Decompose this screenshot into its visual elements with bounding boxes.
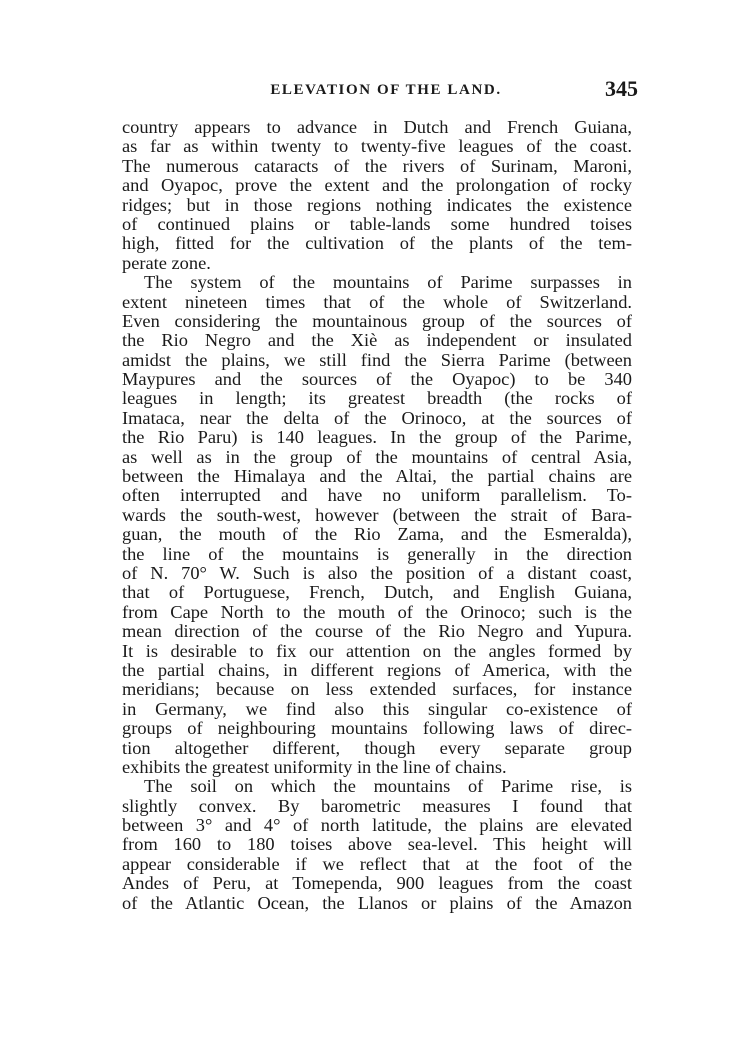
running-title: ELEVATION OF THE LAND. xyxy=(270,82,502,98)
text-line: ridges; but in those regions nothing indicates the existence xyxy=(122,194,632,215)
text-line: between the Himalaya and the Altai, the partial chains are xyxy=(122,466,632,487)
text-line: groups of neighbouring mountains following laws of direc- xyxy=(122,718,632,739)
text-line: meridians; because on less extended surfaces, for instance xyxy=(122,679,632,700)
text-line: from Cape North to the mouth of the Orinoco; such is the xyxy=(122,601,632,622)
text-line: Maypures and the sources of the Oyapoc) to be 340 xyxy=(122,369,632,390)
text-line: slightly convex. By barometric measures I found that xyxy=(122,795,632,816)
text-line: the line of the mountains is generally in the direction xyxy=(122,543,632,564)
text-line: mean direction of the course of the Rio Negro and Yupura. xyxy=(122,621,632,642)
text-line: country appears to advance in Dutch and French Guiana, xyxy=(122,117,632,137)
text-line: the Rio Paru) is 140 leagues. In the group of the Parime, xyxy=(122,427,632,448)
text-line: in Germany, we find also this singular co-existence of xyxy=(122,698,632,719)
text-line: the partial chains, in different regions of America, with the xyxy=(122,659,632,680)
text-line: Even considering the mountainous group of the sources of xyxy=(122,310,632,331)
text-line: as well as in the group of the mountains of central Asia, xyxy=(122,446,632,467)
text-line: of N. 70° W. Such is also the position of a distant coast, xyxy=(122,562,632,583)
text-line: amidst the plains, we still find the Sierra Parime (between xyxy=(122,349,632,370)
text-line: perate zone. xyxy=(122,252,211,273)
text-line: wards the south-west, however (between the strait of Bara- xyxy=(122,504,632,525)
text-line: of the Atlantic Ocean, the Llanos or plains of the Amazon xyxy=(122,892,632,913)
text-line: The numerous cataracts of the rivers of Surinam, Maroni, xyxy=(122,155,632,176)
text-line: Andes of Peru, at Tomependa, 900 leagues from the coast xyxy=(122,873,632,894)
text-line: often interrupted and have no uniform parallelism. To- xyxy=(122,485,632,506)
text-line: It is desirable to fix our attention on the angles formed by xyxy=(122,640,632,661)
body-text xyxy=(122,118,632,913)
text-line: appear considerable if we reflect that at the foot of the xyxy=(122,853,632,874)
text-line: The soil on which the mountains of Parime rise, is xyxy=(144,776,632,797)
text-line: the Rio Negro and the Xiè as independent or insulated xyxy=(122,330,632,351)
text-line: leagues in length; its greatest breadth (the rocks of xyxy=(122,388,632,409)
text-line: tion altogether different, though every separate group xyxy=(122,737,632,758)
running-head xyxy=(120,76,638,106)
text-line: extent nineteen times that of the whole of Switzerland. xyxy=(122,291,632,312)
text-line: The system of the mountains of Parime surpasses in xyxy=(144,272,632,293)
text-line: and Oyapoc, prove the extent and the prolongation of rocky xyxy=(122,175,632,196)
text-line: Imataca, near the delta of the Orinoco, at the sources of xyxy=(122,407,632,428)
text-line: between 3° and 4° of north latitude, the plains are elevated xyxy=(122,815,632,836)
text-line: from 160 to 180 toises above sea-level. This height will xyxy=(122,834,632,855)
text-line: of continued plains or table-lands some hundred toises xyxy=(122,213,632,234)
text-line: exhibits the greatest uniformity in the line of chains. xyxy=(122,756,507,777)
text-line: high, fitted for the cultivation of the plants of the tem- xyxy=(122,233,632,254)
text-line: guan, the mouth of the Rio Zama, and the Esmeralda), xyxy=(122,524,632,545)
page-number: 345 xyxy=(605,76,638,101)
text-line: that of Portuguese, French, Dutch, and English Guiana, xyxy=(122,582,632,603)
text-line: as far as within twenty to twenty-five leagues of the coast. xyxy=(122,136,632,157)
